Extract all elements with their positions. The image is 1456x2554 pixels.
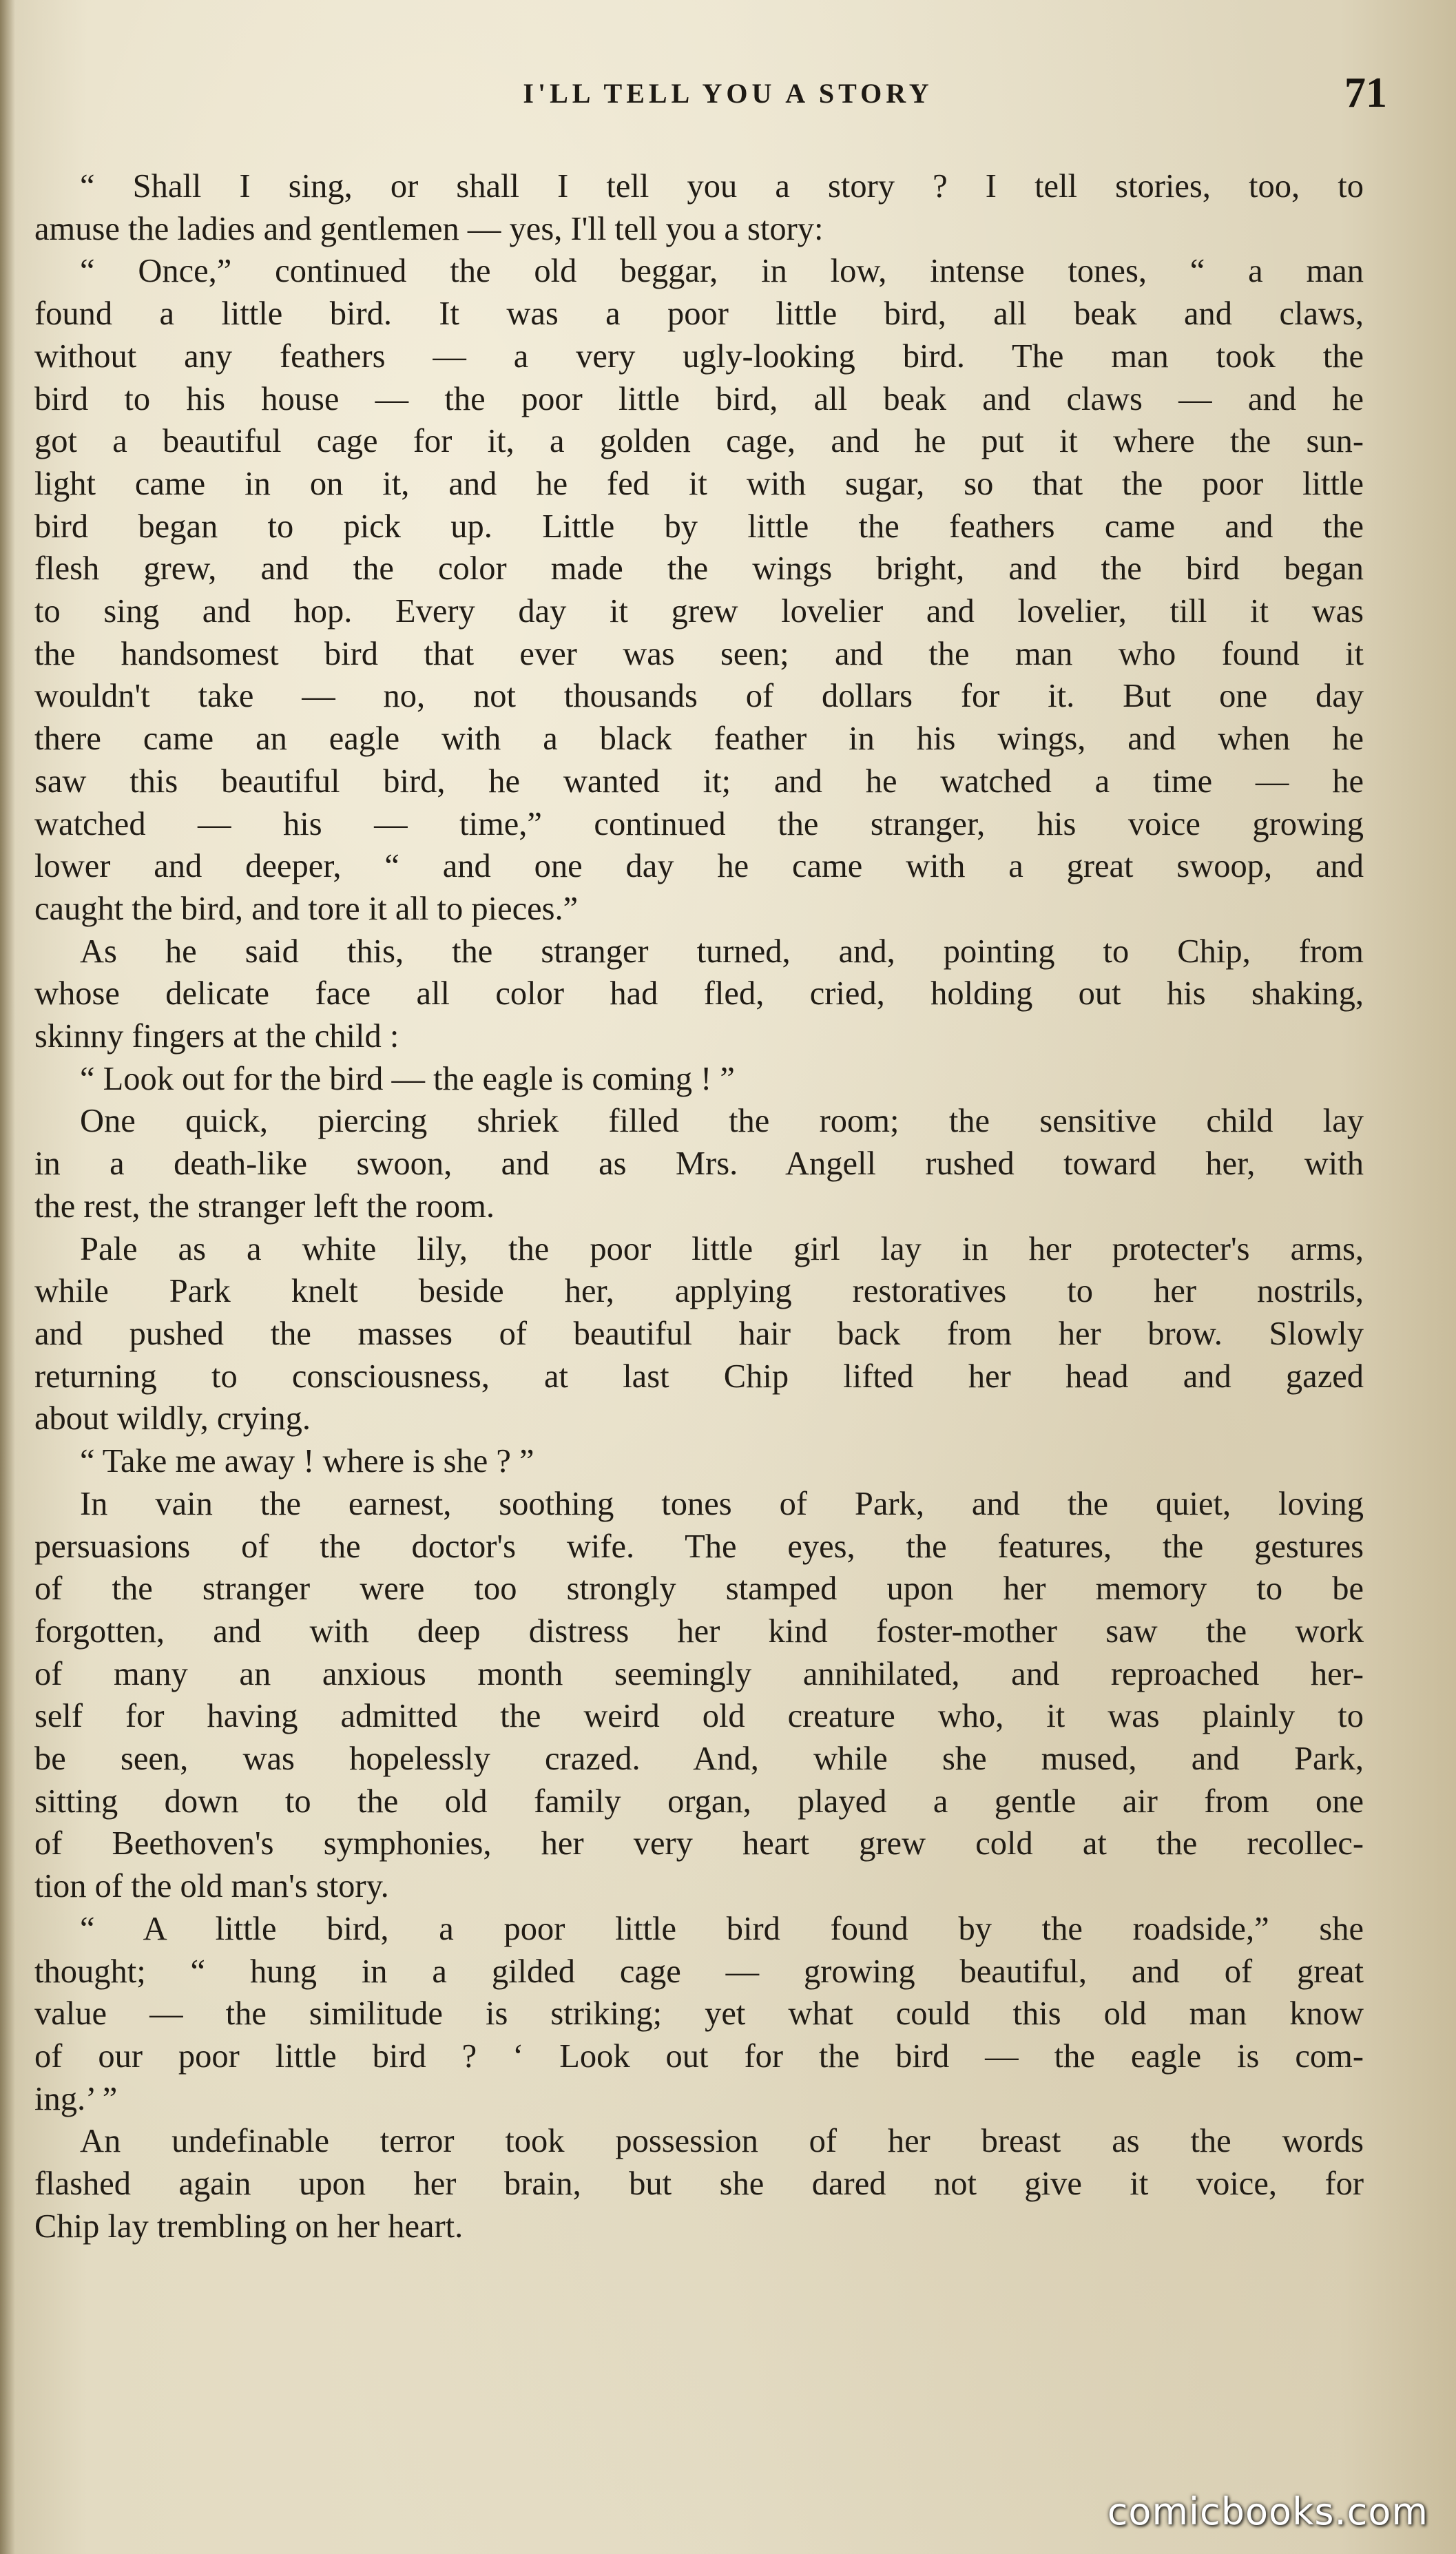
text-line: whose delicate face all color had fled, cried, holding out his shaking, (34, 975, 1364, 1013)
text-line: thought; “ hung in a gilded cage — growing beautiful, and of great (34, 1953, 1364, 1990)
page-number: 71 (1344, 70, 1387, 116)
text-line: got a beautiful cage for it, a golden cage, and he put it where the sun- (34, 423, 1364, 460)
text-line: about wildly, crying. (34, 1400, 311, 1437)
page-binding-shadow (0, 0, 15, 2554)
text-line: flashed again upon her brain, but she dared not give it voice, for (34, 2166, 1364, 2203)
text-line: sitting down to the old family organ, played a gentle air from one (34, 1783, 1364, 1820)
text-line: As he said this, the stranger turned, and, pointing to Chip, from (80, 933, 1364, 970)
text-line: bird to his house — the poor little bird, all beak and claws — and he (34, 380, 1364, 417)
text-line: the rest, the stranger left the room. (34, 1187, 495, 1225)
text-line: to sing and hop. Every day it grew lovelier and lovelier, till it was (34, 593, 1364, 630)
text-line: and pushed the masses of beautiful hair back from her brow. Slowly (34, 1315, 1364, 1352)
text-line: light came in on it, and he fed it with sugar, so that the poor little (34, 465, 1364, 502)
text-line: while Park knelt beside her, applying restoratives to her nostrils, (34, 1273, 1364, 1310)
text-line: of Beethoven's symphonies, her very heart grew cold at the recollec- (34, 1825, 1364, 1862)
text-line: persuasions of the doctor's wife. The eyes, the features, the gestures (34, 1528, 1364, 1565)
running-head: I'LL TELL YOU A STORY (523, 78, 933, 109)
body-text (34, 165, 1364, 2247)
text-line: be seen, was hopelessly crazed. And, while she mused, and Park, (34, 1741, 1364, 1778)
text-line: bird began to pick up. Little by little the feathers came and the (34, 508, 1364, 545)
text-line: In vain the earnest, soothing tones of Park, and the quiet, loving (80, 1485, 1364, 1522)
page-header (28, 69, 1428, 131)
text-line: amuse the ladies and gentlemen — yes, I'll tell you a story: (34, 210, 824, 247)
text-line: the handsomest bird that ever was seen; and the man who found it (34, 635, 1364, 672)
text-line: found a little bird. It was a poor little bird, all beak and claws, (34, 295, 1364, 333)
watermark: comicbooks.com (1107, 2490, 1428, 2533)
text-line: skinny fingers at the child : (34, 1018, 399, 1055)
text-line: An undefinable terror took possession of her breast as the words (80, 2123, 1364, 2160)
text-line: tion of the old man's story. (34, 1868, 389, 1905)
text-line: saw this beautiful bird, he wanted it; and he watched a time — he (34, 762, 1364, 800)
text-line: watched — his — time,” continued the stranger, his voice growing (34, 805, 1364, 842)
text-line: without any feathers — a very ugly-looking bird. The man took the (34, 338, 1364, 375)
text-line: value — the similitude is striking; yet what could this old man know (34, 1995, 1364, 2033)
text-line: of the stranger were too strongly stamped upon her memory to be (34, 1570, 1364, 1608)
text-line: wouldn't take — no, not thousands of dollars for it. But one day (34, 678, 1364, 715)
text-line: Pale as a white lily, the poor little girl lay in her protecter's arms, (80, 1230, 1364, 1267)
text-line: “ Look out for the bird — the eagle is coming ! ” (80, 1060, 735, 1097)
text-line: One quick, piercing shriek filled the room; the sensitive child lay (80, 1103, 1364, 1140)
text-line: self for having admitted the weird old creature who, it was plainly to (34, 1698, 1364, 1735)
text-line: “ A little bird, a poor little bird found by the roadside,” she (80, 1910, 1364, 1947)
text-line: Chip lay trembling on her heart. (34, 2208, 464, 2245)
text-line: of our poor little bird ? ‘ Look out for the bird — the eagle is com- (34, 2037, 1364, 2075)
text-line: flesh grew, and the color made the wings bright, and the bird began (34, 550, 1364, 588)
text-line: of many an anxious month seemingly annihilated, and reproached her- (34, 1655, 1364, 1692)
text-line: caught the bird, and tore it all to pieces.” (34, 890, 579, 927)
text-line: “ Shall I sing, or shall I tell you a story ? I tell stories, too, to (80, 168, 1364, 205)
text-line: in a death-like swoon, and as Mrs. Angell rushed toward her, with (34, 1145, 1364, 1183)
text-line: there came an eagle with a black feather in his wings, and when he (34, 720, 1364, 758)
text-line: forgotten, and with deep distress her kind foster-mother saw the work (34, 1612, 1364, 1650)
text-line: lower and deeper, “ and one day he came with a great swoop, and (34, 848, 1364, 885)
text-line: “ Take me away ! where is she ? ” (80, 1443, 534, 1480)
text-line: ing.’ ” (34, 2080, 118, 2117)
text-line: returning to consciousness, at last Chip lifted her head and gazed (34, 1358, 1364, 1395)
text-line: “ Once,” continued the old beggar, in low, intense tones, “ a man (80, 253, 1364, 290)
